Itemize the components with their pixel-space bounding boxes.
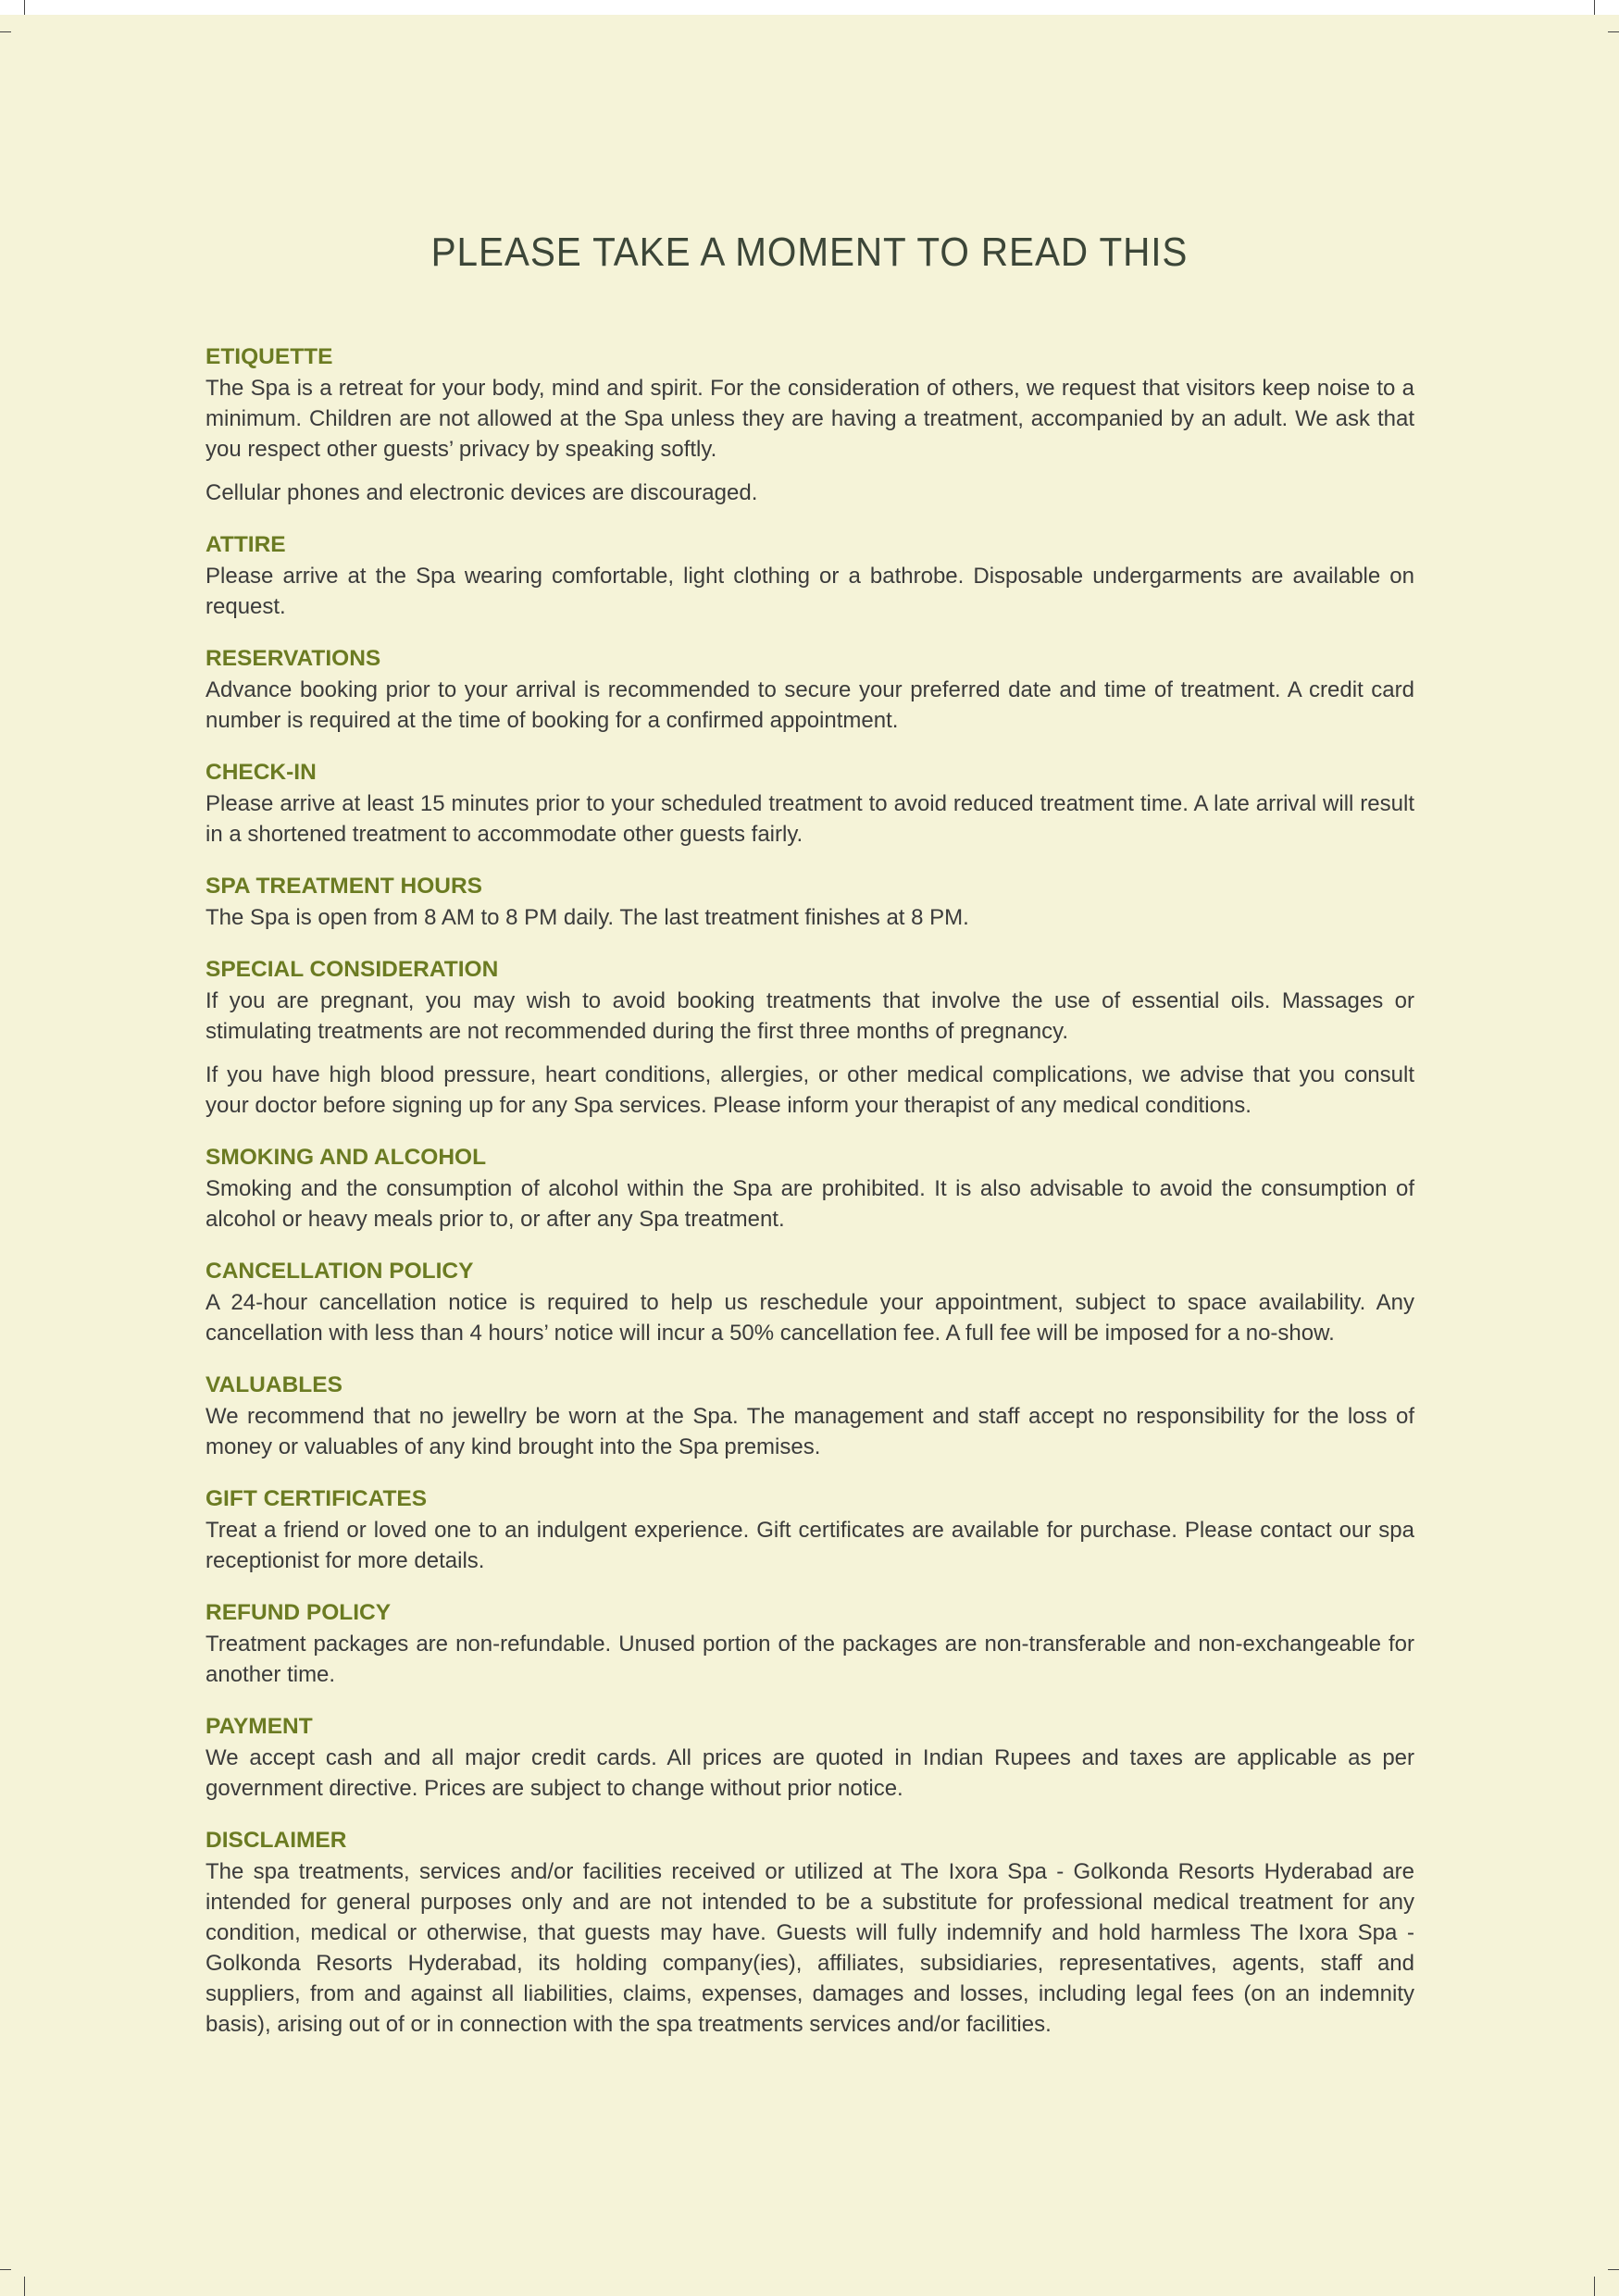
crop-mark-top-right-h [1608,31,1619,32]
crop-mark-top-right [1594,0,1595,15]
section-paragraph: We accept cash and all major credit cards. All prices are quoted in Indian Rupees and taxes are applicable as per government directive. Prices are subject to change without prior notice. [205,1745,1414,1801]
section-payment [205,1712,1414,1804]
section-heading: PAYMENT [205,1714,313,1739]
section-heading: SPECIAL CONSIDERATION [205,957,499,982]
section-paragraph: A 24-hour cancellation notice is required to help us reschedule your appointment, subject to space availability. Any cancellation with less than 4 hours’ notice will incur a 50% cancellation fee. A full fee will be imposed for a no-show. [205,1290,1414,1346]
section-heading: REFUND POLICY [205,1600,392,1625]
section-paragraph: The Spa is a retreat for your body, mind and spirit. For the consideration of others, we request that visitors keep noise to a minimum. Children are not allowed at the Spa unless they are having a treatment, accompanied by an adult. We ask that you respect other guests’ privacy by speaking softly. [205,376,1414,462]
section-paragraph: Please arrive at the Spa wearing comfortable, light clothing or a bathrobe. Disposable undergarments are available on request. [205,564,1414,619]
section-check-in [205,758,1414,850]
section-heading: RESERVATIONS [205,646,381,671]
section-special-consideration [205,955,1414,1121]
section-valuables [205,1371,1414,1462]
section-refund-policy [205,1598,1414,1690]
section-smoking-and-alcohol [205,1143,1414,1235]
section-paragraph: The Spa is open from 8 AM to 8 PM daily. The last treatment finishes at 8 PM. [205,905,969,930]
section-heading: SPA TREATMENT HOURS [205,874,482,899]
section-heading: DISCLAIMER [205,1828,347,1853]
crop-mark-bottom-right-h [1608,2269,1619,2270]
section-paragraph: Treatment packages are non-refundable. Unused portion of the packages are non-transferable and non-exchangeable for another time. [205,1632,1414,1687]
section-heading: ETIQUETTE [205,344,333,369]
section-heading: GIFT CERTIFICATES [205,1486,428,1511]
crop-mark-bottom-left [24,2277,25,2296]
section-paragraph: Advance booking prior to your arrival is recommended to secure your preferred date and time of treatment. A credit card number is required at the time of booking for a confirmed appointment. [205,677,1414,733]
document-page [0,15,1619,2296]
section-paragraph: The spa treatments, services and/or facilities received or utilized at The Ixora Spa - Golkonda Resorts Hyderabad are intended for general purposes only and are not intended to be a substitute for professional medical treatment for any condition, medical or otherwise, that guests may have. Guests will fully indemnify and hold harmless The Ixora Spa - Golkonda Resorts Hyderabad, its holding company(ies), affiliates, subsidiaries, representatives, agents, staff and suppliers, from and against all liabilities, claims, expenses, damages and losses, including legal fees (on an indemnity basis), arising out of or in connection with the spa treatments services and/or facilities. [205,1859,1414,2037]
section-paragraph: Cellular phones and electronic devices are discouraged. [205,480,758,505]
section-disclaimer [205,1826,1414,2040]
section-paragraph: If you have high blood pressure, heart conditions, allergies, or other medical complications, we advise that you consult your doctor before signing up for any Spa services. Please inform your therapist of any medical conditions. [205,1062,1414,1118]
section-cancellation-policy [205,1257,1414,1348]
crop-mark-top-left-h [0,31,11,32]
section-heading: SMOKING AND ALCOHOL [205,1145,487,1170]
page-title: PLEASE TAKE A MOMENT TO READ THIS [430,230,1189,275]
section-paragraph: Please arrive at least 15 minutes prior to your scheduled treatment to avoid reduced treatment time. A late arrival will result in a shortened treatment to accommodate other guests fairly. [205,791,1414,847]
section-heading: VALUABLES [205,1372,342,1397]
section-reservations [205,644,1414,736]
section-etiquette [205,342,1414,508]
crop-mark-bottom-left-h [0,2269,11,2270]
section-paragraph: We recommend that no jewellry be worn at the Spa. The management and staff accept no responsibility for the loss of money or valuables of any kind brought into the Spa premises. [205,1404,1414,1459]
section-attire [205,530,1414,622]
crop-mark-bottom-right [1594,2277,1595,2296]
crop-mark-top-left [24,0,25,15]
section-paragraph: If you are pregnant, you may wish to avoid booking treatments that involve the use of essential oils. Massages or stimulating treatments are not recommended during the first three months of pregnancy. [205,988,1414,1044]
section-spa-treatment-hours [205,872,1414,933]
section-gift-certificates [205,1484,1414,1576]
section-paragraph: Treat a friend or loved one to an indulgent experience. Gift certificates are available for purchase. Please contact our spa receptionist for more details. [205,1518,1414,1573]
section-heading: CHECK-IN [205,760,317,785]
section-paragraph: Smoking and the consumption of alcohol within the Spa are prohibited. It is also advisable to avoid the consumption of alcohol or heavy meals prior to, or after any Spa treatment. [205,1176,1414,1232]
section-heading: ATTIRE [205,532,286,557]
policy-content [205,342,1414,2062]
section-heading: CANCELLATION POLICY [205,1259,474,1284]
